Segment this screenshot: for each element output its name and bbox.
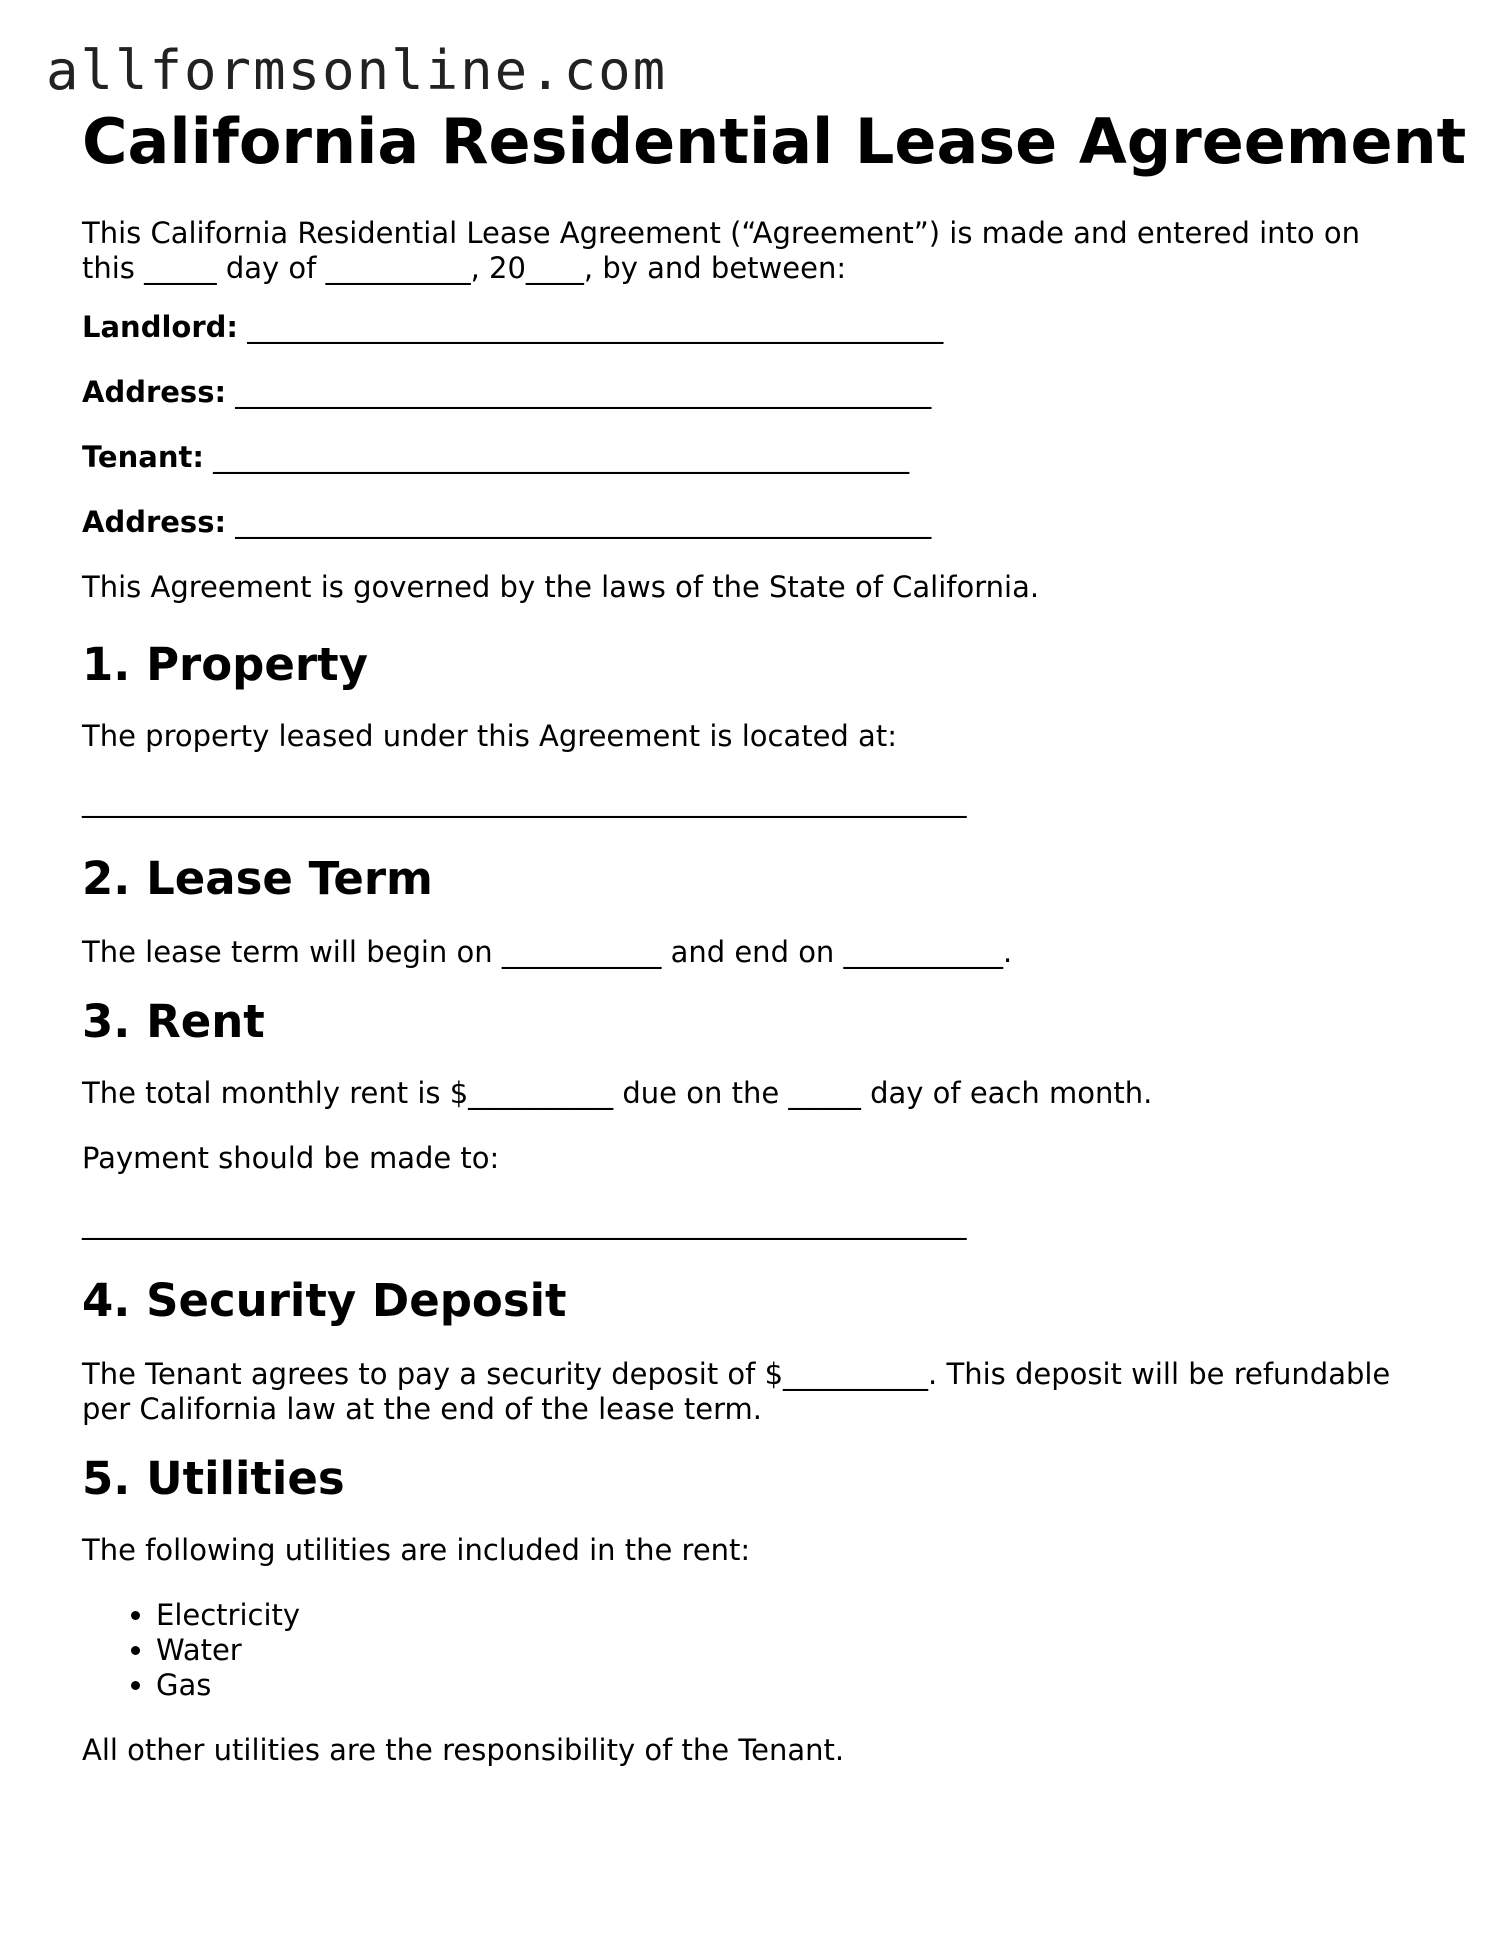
lease-term-text: The lease term will begin on ___________ and end on ___________. xyxy=(82,935,1013,969)
lease-document xyxy=(82,105,1467,1768)
landlord-address-blank[interactable]: ________________________________________________ xyxy=(235,375,932,409)
property-text: The property leased under this Agreement is located at: xyxy=(82,719,897,753)
landlord-address-field xyxy=(82,375,1442,410)
landlord-address-label: Address: xyxy=(82,375,227,409)
payment-recipient-blank[interactable]: _____________________________________________________________ xyxy=(82,1206,967,1240)
intro-line-2: this _____ day of __________, 20____, by and between: xyxy=(82,251,847,285)
landlord-field xyxy=(82,310,1442,345)
tenant-label: Tenant: xyxy=(82,440,204,474)
list-item: • Water xyxy=(156,1633,1442,1668)
security-deposit-text xyxy=(82,1357,1442,1427)
landlord-blank[interactable]: ________________________________________________ xyxy=(247,310,944,344)
section-heading-rent: 3. Rent xyxy=(82,995,265,1048)
section-heading-utilities: 5. Utilities xyxy=(82,1452,345,1505)
payment-label: Payment should be made to: xyxy=(82,1141,500,1175)
section-heading-security-deposit: 4. Security Deposit xyxy=(82,1274,567,1327)
document-title: California Residential Lease Agreement xyxy=(82,105,1467,178)
governing-law-text: This Agreement is governed by the laws of the State of California. xyxy=(82,570,1040,604)
intro-line-1: This California Residential Lease Agreement (“Agreement”) is made and entered into on xyxy=(82,216,1361,250)
property-address-blank[interactable]: _____________________________________________________________ xyxy=(82,784,967,818)
utilities-text: The following utilities are included in the rent: xyxy=(82,1533,751,1567)
section-heading-property: 1. Property xyxy=(82,638,368,691)
landlord-label: Landlord: xyxy=(82,310,238,344)
security-deposit-line-2: per California law at the end of the lease term. xyxy=(82,1392,763,1426)
rent-text: The total monthly rent is $__________ due on the _____ day of each month. xyxy=(82,1076,1153,1110)
tenant-field xyxy=(82,440,1442,475)
utilities-footer-text: All other utilities are the responsibility of the Tenant. xyxy=(82,1733,845,1767)
utilities-list xyxy=(82,1598,1442,1703)
security-deposit-line-1: The Tenant agrees to pay a security deposit of $__________. This deposit will be refundable xyxy=(82,1357,1391,1391)
tenant-address-label: Address: xyxy=(82,505,227,539)
tenant-address-blank[interactable]: ________________________________________________ xyxy=(235,505,932,539)
section-heading-lease-term: 2. Lease Term xyxy=(82,852,433,905)
list-item: • Gas xyxy=(156,1668,1442,1703)
tenant-address-field xyxy=(82,505,1442,540)
watermark-logo: allformsonline.com xyxy=(46,39,668,102)
tenant-blank[interactable]: ________________________________________________ xyxy=(213,440,910,474)
list-item: • Electricity xyxy=(156,1598,1442,1633)
intro-paragraph xyxy=(82,216,1442,286)
